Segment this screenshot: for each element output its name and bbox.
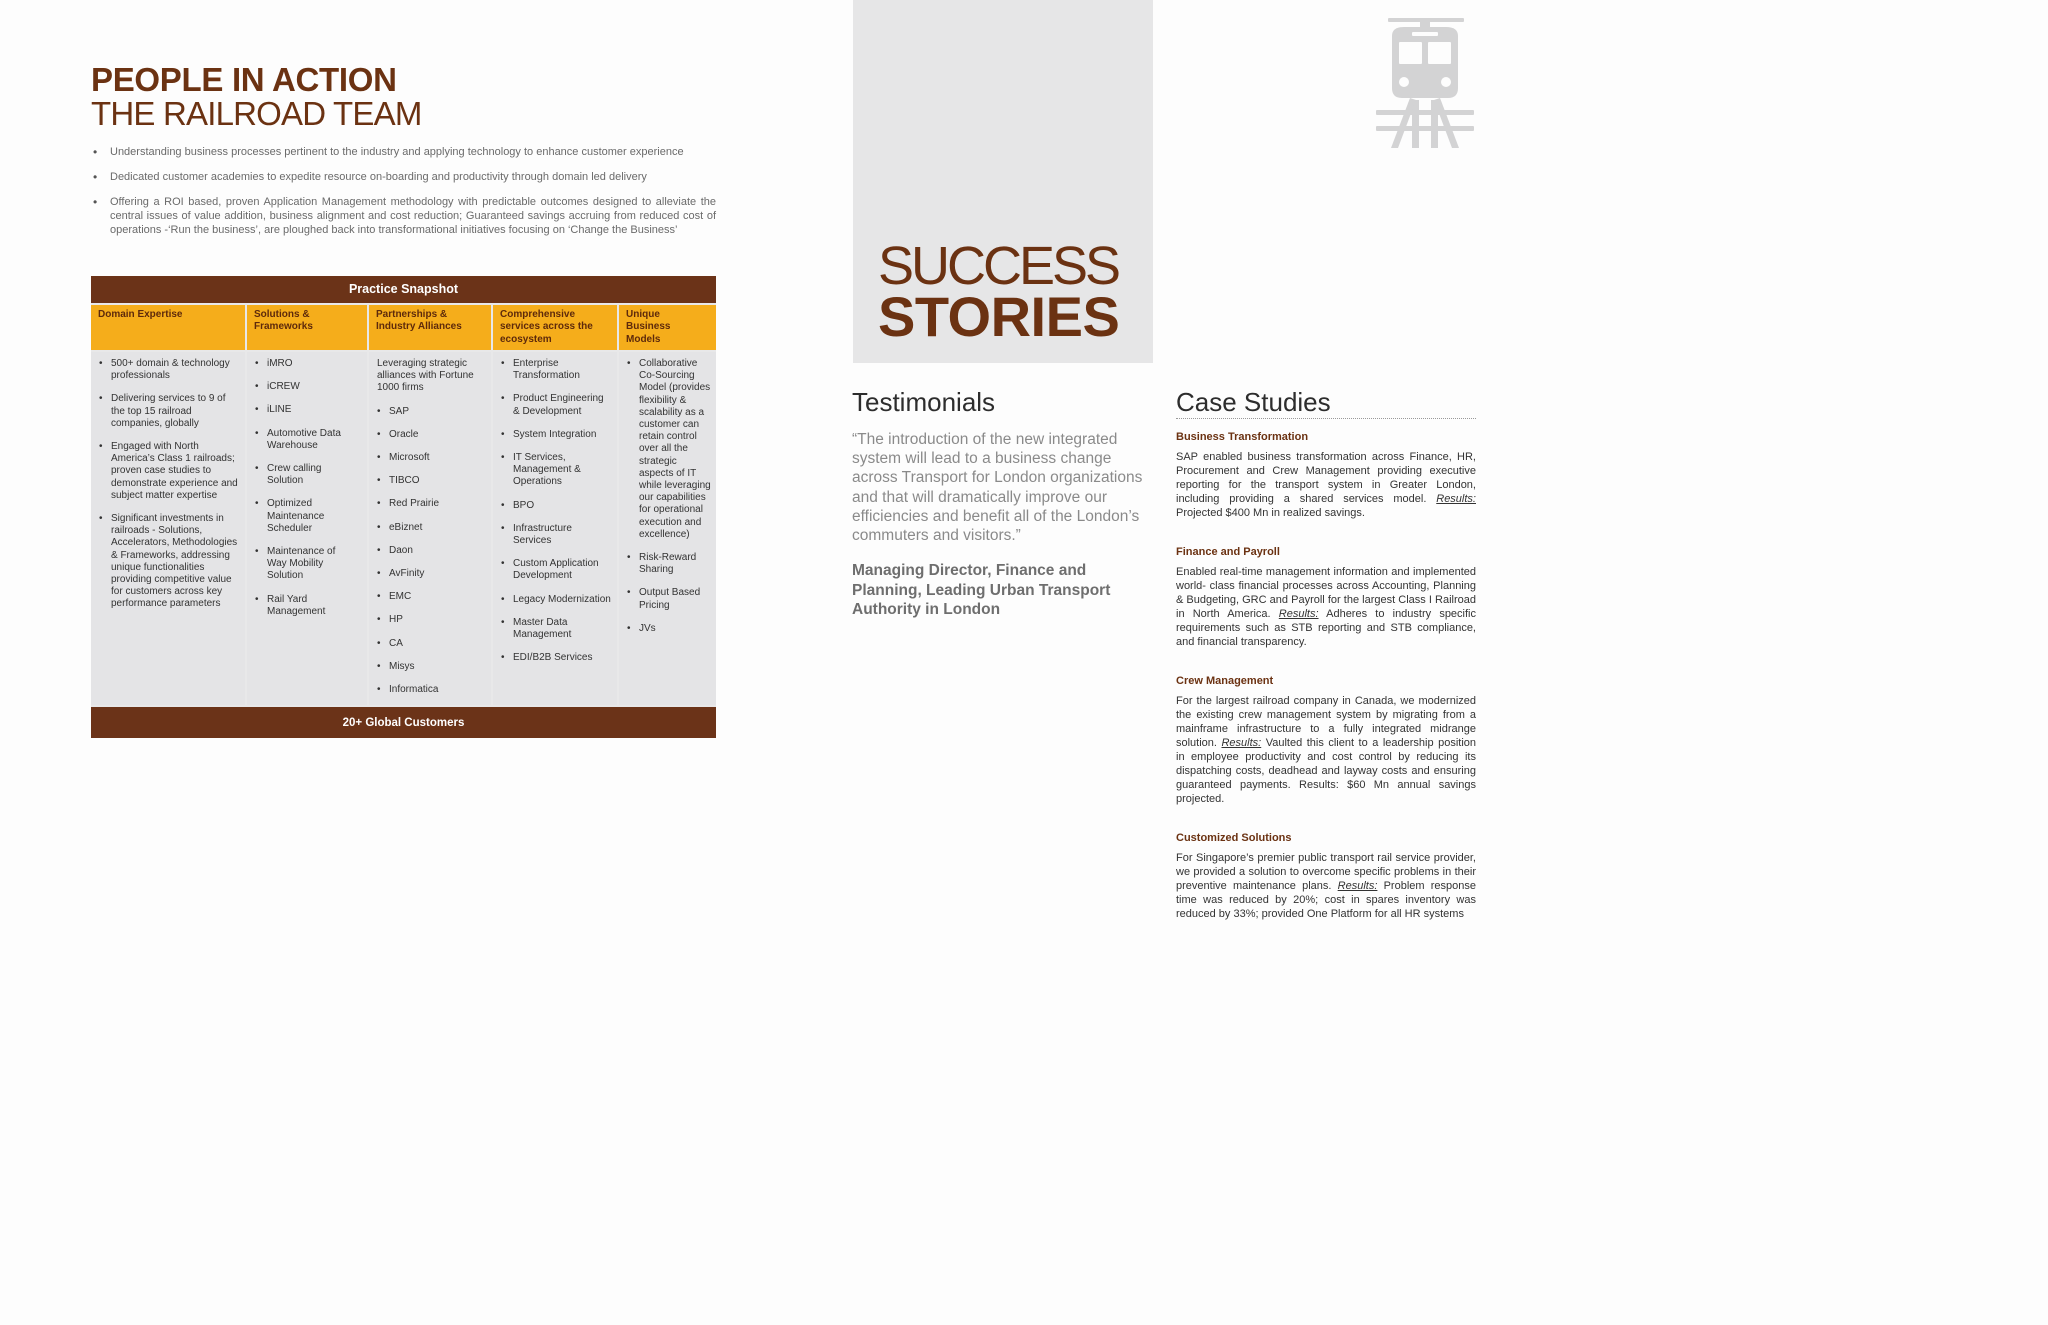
list-item: • Significant investments in railroads - Solutions, Accelerators, Methodologies & Frameworks, addressing unique functionalities providing competitive value for customers across key performance parameters [97, 513, 239, 611]
case-study [1176, 430, 1476, 520]
page-subtitle: THE RAILROAD TEAM [91, 95, 422, 132]
case-study-title: Business Transformation [1176, 431, 1309, 443]
list-item: • Output Based Pricing [625, 587, 712, 611]
list-item: • Microsoft [375, 452, 485, 464]
list-item: • Automotive Data Warehouse [253, 428, 347, 452]
case-study-text: Enabled real-time management information and implemented world- class financial processes across Accounting, Planning & Budgeting, GRC and Payroll for the largest Class I Railroad in North America. Results: Adheres to industry specific requirements such as STB reporting and STB compliance, and financial transparency. [1176, 566, 1476, 648]
list-item: • EDI/B2B Services [499, 652, 611, 664]
practice-snapshot-table [91, 276, 716, 738]
list-item: • Delivering services to 9 of the top 15 railroad companies, globally [97, 393, 239, 430]
list-item: • Informatica [375, 684, 485, 696]
column-header-business-models: Unique Business Models [619, 305, 716, 350]
intro-bullet: • Dedicated customer academies to expedite resource on-boarding and productivity through domain led delivery [91, 170, 716, 184]
list-item: • HP [375, 614, 485, 626]
list-item: • 500+ domain & technology professionals [97, 358, 239, 382]
list-item: • Enterprise Transformation [499, 358, 611, 382]
column-header-domain-expertise: Domain Expertise [91, 305, 245, 350]
list-item: • Red Prairie [375, 498, 485, 510]
column-body-business-models [619, 352, 716, 705]
list-item: • Legacy Modernization [499, 594, 611, 606]
column-header-solutions: Solutions & Frameworks [247, 305, 367, 350]
list-item: • Master Data Management [499, 617, 611, 641]
list-item: • EMC [375, 591, 485, 603]
list-item: • Maintenance of Way Mobility Solution [253, 546, 347, 583]
list-item: • Rail Yard Management [253, 594, 347, 618]
list-item: • iLINE [253, 404, 347, 416]
testimonials-heading: Testimonials [852, 387, 996, 417]
case-study-title: Customized Solutions [1176, 832, 1292, 844]
intro-bullet-list [91, 145, 716, 248]
case-study-text: SAP enabled business transformation across Finance, HR, Procurement and Crew Management providing executive reporting for the transport system in Greater London, including providing a shared services model. Results: Projected $400 Mn in realized savings. [1176, 451, 1476, 519]
list-item: • Collaborative Co-Sourcing Model (provides flexibility & scalability as a customer can retain control over all the strategic aspects of IT while leveraging our capabilities for operational execution and excellence) [625, 358, 712, 541]
list-item: • iMRO [253, 358, 347, 370]
case-study-text: For Singapore’s premier public transport rail service provider, we provided a solution to overcome specific problems in their preventive maintenance plans. Results: Problem response time was reduced by 20%; cost in spares inventory was reduced by 33%; provided One Platform for all HR systems [1176, 852, 1476, 920]
list-item: • eBiznet [375, 522, 485, 534]
list-item: • Custom Application Development [499, 558, 611, 582]
success-title: SUCCESS [878, 236, 1119, 296]
divider [1176, 418, 1476, 419]
list-item: • Infrastructure Services [499, 523, 611, 547]
snapshot-footer: 20+ Global Customers [91, 707, 716, 738]
testimonial-attribution: Managing Director, Finance and Planning, Leading Urban Transport Authority in London [852, 562, 1111, 618]
list-item: • Crew calling Solution [253, 463, 347, 487]
list-item: • Optimized Maintenance Scheduler [253, 498, 347, 535]
case-study [1176, 545, 1476, 649]
case-study-title: Crew Management [1176, 675, 1274, 687]
column-header-services: Comprehensive services across the ecosystem [493, 305, 617, 350]
list-item: • IT Services, Management & Operations [499, 452, 611, 489]
snapshot-title: Practice Snapshot [91, 276, 716, 303]
list-item: • CA [375, 638, 485, 650]
list-item: • Product Engineering & Development [499, 393, 611, 417]
list-item: • Oracle [375, 429, 485, 441]
list-item: • JVs [625, 623, 712, 635]
list-item: • iCREW [253, 381, 347, 393]
list-item: • SAP [375, 406, 485, 418]
list-item: • Engaged with North America’s Class 1 railroads; proven case studies to demonstrate experience and subject matter expertise [97, 441, 239, 502]
column-body-domain-expertise [91, 352, 245, 705]
case-study-title: Finance and Payroll [1176, 546, 1280, 558]
list-item: • System Integration [499, 429, 611, 441]
intro-bullet: • Offering a ROI based, proven Application Management methodology with predictable outcomes designed to alleviate the central issues of value addition, business alignment and cost reduction; Guaranteed savings accruing from reduced cost of operations -‘Run the business’, are ploughed back into transformational initiatives focusing on ‘Change the Business’ [91, 195, 716, 237]
column-body-services [493, 352, 617, 705]
intro-bullet: • Understanding business processes pertinent to the industry and applying technology to enhance customer experience [91, 145, 716, 159]
stories-title: STORIES [878, 285, 1120, 348]
case-study [1176, 831, 1476, 921]
case-studies-heading: Case Studies [1176, 387, 1331, 417]
list-item: • Daon [375, 545, 485, 557]
list-item: • Misys [375, 661, 485, 673]
page-title: PEOPLE IN ACTION [91, 61, 397, 98]
train-icon [1372, 14, 1478, 148]
column-body-solutions [247, 352, 367, 705]
case-study-text: For the largest railroad company in Canada, we modernized the existing crew management system by migrating from a mainframe infrastructure to a fully integrated midrange solution. Results: Vaulted this client to a leadership position in employee productivity and cost control by reducing its dispatching costs, deadhead and layway costs and ensuring guaranteed payments. Results: $60 Mn annual savings projected. [1176, 695, 1476, 805]
testimonial-quote: “The introduction of the new integrated system will lead to a business change across Transport for London organizations and that will dramatically improve our efficiencies and benefit all of the London’s commuters and visitors.” [852, 431, 1143, 545]
list-item: • AvFinity [375, 568, 485, 580]
column-header-partnerships: Partnerships & Industry Alliances [369, 305, 491, 350]
list-item: • TIBCO [375, 475, 485, 487]
column-body-partnerships [369, 352, 491, 705]
partnerships-intro: Leveraging strategic alliances with Fortune 1000 firms [377, 358, 474, 394]
list-item: • BPO [499, 500, 611, 512]
case-study [1176, 674, 1476, 806]
list-item: • Risk-Reward Sharing [625, 552, 712, 576]
